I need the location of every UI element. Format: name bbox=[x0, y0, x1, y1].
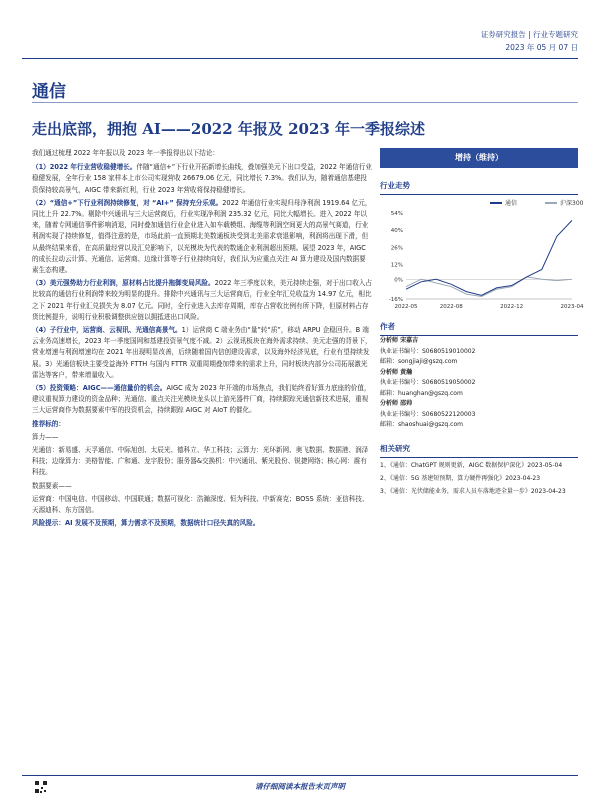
footer-divider bbox=[22, 775, 578, 776]
power-text: 光通信：新易盛、天孚通信、中际旭创、太辰光、德科立、华工科技；云算力：光环新网、奥飞数据、数据港、润泽科技；边缘算力：美格智能、广和通、龙宇股份；服务器&交换机：中兴通讯、紫光股份、锐捷网络；核心网：震有科技。 bbox=[32, 446, 369, 477]
y-tick-label: 12% bbox=[390, 262, 403, 269]
author-cert: 执业证书编号：S0680519050002 bbox=[380, 379, 476, 386]
sidebar bbox=[380, 148, 584, 497]
rating-badge: 增持（维持） bbox=[380, 148, 578, 168]
recommend-title: 推荐标的： bbox=[32, 419, 65, 428]
author-mail: 邮箱：shaoshuai@gszq.com bbox=[380, 421, 463, 428]
section-4 bbox=[32, 325, 372, 381]
industry-divider bbox=[32, 102, 578, 103]
related-item[interactable]: 3、《通信：光伏储能业务，需求人员车落地迹全量一步》2023-04-23 bbox=[380, 487, 566, 495]
section-2-head: （2）“通信+”下行业利润持续修复，对 “AI+” 保持充分乐观。 bbox=[32, 198, 223, 207]
summary-column bbox=[32, 148, 372, 532]
section-5-body: AIGC 成为 2023 年开端的市场焦点，我们始终看好算力底座的价值，建议重视算力建设的资金品种；光通信、重点关注光模块龙头以上游光器件厂商，持续跟踪光通信新技术进展，重视三大运营商作为数据要素中军的投资机会，持续跟踪 AIGC 对 AIoT 的催化。 bbox=[32, 384, 371, 415]
author-name: 分析师 宋嘉吉 bbox=[380, 337, 419, 344]
legend-a: 通信 bbox=[505, 200, 518, 207]
section-2-body: 2022 年通信行业实现归母净利润 1919.64 亿元，同比上升 22.7%。剔除中兴通讯与三大运营商后，行业实现净利润 235.32 亿元，同比大幅增长。进入 2022 年以来，随着专网通信事件影响消退，同时叠加通信行业企业进入如车载模组、海缆等利润空间更大的高景气赛道，行业利润实现了持续修复，值得注意的是，市场此前一直预期北美数通板块受到北美需求衰退影响，利润将出现下滑，但从最终结果来看，在高质量经营以及汇兑影响下，以光模块为代表的数通企业利润超出预期。展望 2023 年，AIGC 的成长拉动云计算、光通信、运营商、边缘计算等子行业持续向好，我们认为应重点关注 AI 算力建设及国内数据要素生态构建。 bbox=[32, 198, 372, 275]
risk-text: 风险提示：AI 发展不及预期，算力需求不及预期，数据统计口径失真的风险。 bbox=[32, 519, 260, 528]
y-tick-label: 40% bbox=[390, 228, 403, 235]
legend-b: 沪深300 bbox=[560, 200, 584, 207]
author-name: 分析师 邵帅 bbox=[380, 400, 413, 407]
related-list bbox=[380, 460, 578, 497]
trend-chart bbox=[380, 195, 584, 315]
section-5 bbox=[32, 383, 372, 417]
section-2 bbox=[32, 198, 372, 276]
section-3-head: （3）美元强势助力行业利润，原材料占比提升拖御变局风险。 bbox=[32, 279, 215, 288]
intro-text: 我们通过梳理 2022 年年报以及 2023 年一季报得出以下结论： bbox=[32, 149, 220, 157]
related-item[interactable]: 2、《通信：5G 基建短预期，算力硬件再强化》2023-04-23 bbox=[380, 474, 541, 482]
author-mail: 邮箱：huanghan@gszq.com bbox=[380, 389, 463, 397]
series-line-telecom bbox=[406, 220, 572, 295]
section-3-body: 2022 年三季度以来，美元持续走强，对于出口收入占比较高的通信行业利润带来较为明显的提升。排除中兴通讯与三大运营商后，行业全年汇兑收益为 14.97 亿元，相比之下 2021 年行业汇兑损失为 8.07 亿元。同时，全行业进入去库存周期，库存占营收比例有所下降，但原材料占存货比例提升，说明行业积极调整供应链以拥抵进出口风险。 bbox=[32, 279, 372, 321]
section-3 bbox=[32, 278, 372, 323]
trend-title: 行业走势 bbox=[380, 180, 578, 195]
section-1-body: 伴随“通信+”下行业开拓新增长曲线，叠加强美元下出口受益，2022 年通信行业稳健发展，全年行业 158 家样本上市公司实现营收 26679.06 亿元，同比增长 7.3%。我们认为，随着通信基建投资保持较高景气，AIGC 带来新红利，行业 2023 年营收将保持稳健增长。 bbox=[32, 163, 373, 194]
y-tick-label: 0% bbox=[394, 277, 403, 284]
related-item[interactable]: 1、《通信：ChatGPT 规则更新，AIGC 数据保护深化》2023-05-04 bbox=[380, 461, 563, 469]
author-mail: 邮箱：songjiaji@gszq.com bbox=[380, 358, 458, 365]
x-tick-label: 2023-04 bbox=[560, 304, 584, 310]
related-title: 相关研究 bbox=[380, 443, 578, 458]
author-cert: 执业证书编号：S0680519010002 bbox=[380, 347, 476, 355]
x-tick-label: 2022-08 bbox=[439, 304, 463, 310]
section-4-head: （4）子行业中，运营商、云视讯、光通信高景气。 bbox=[32, 326, 182, 335]
y-tick-label: -16% bbox=[388, 297, 403, 303]
data-text: 运营商：中国电信、中国移动、中国联通；数据可视化：浩瀚深度、恒为科技、中新赛克；BOSS 系统：亚信科技、天源迪科、东方国信。 bbox=[32, 494, 369, 515]
report-header bbox=[481, 28, 578, 54]
report-type: 证券研究报告 | 行业专题研究 bbox=[480, 30, 578, 39]
section-4-body: 1）运营商 C 端业务由“量”转“质”，移动 ARPU 企稳回升。B 端云业务高速增长，2023 年一季度国网和基建投资景气度不减。2）云视讯板块在海外需求持续、美元走强的背景下，营业增速与利润增速均在 2021 年出现明显改善，后续随着国内信创建设需求，以及海外经济见底，行业有望持续发展。3）光通信板块主要受益海外 FTTH 与国内 FTTR 双重周期叠加带来的需求上升，同时板块内部分公司拓展激光雷达等客户，带来增量收入。 bbox=[32, 326, 372, 379]
data-label: 数据要素—— bbox=[32, 481, 72, 490]
industry-name: 通信 bbox=[32, 82, 66, 102]
x-tick-label: 2022-05 bbox=[394, 304, 418, 310]
author-cert: 执业证书编号：S0680522120003 bbox=[380, 410, 476, 418]
header-divider bbox=[22, 58, 578, 59]
report-title: 走出底部，拥抱 AI——2022 年报及 2023 年一季报综述 bbox=[32, 120, 426, 138]
section-1 bbox=[32, 162, 372, 196]
report-date: 2023 年 05 月 07 日 bbox=[505, 43, 578, 52]
authors-title: 作者 bbox=[380, 321, 578, 336]
y-tick-label: 54% bbox=[390, 211, 403, 217]
section-1-head: （1）2022 年行业营收稳健增长。 bbox=[32, 163, 137, 172]
footer-disclaimer: 请仔细阅读本报告末页声明 bbox=[255, 782, 345, 791]
y-tick-label: 26% bbox=[390, 245, 403, 252]
authors-list bbox=[380, 336, 578, 431]
author-name: 分析师 黄瀚 bbox=[380, 368, 413, 376]
power-label: 算力—— bbox=[32, 432, 59, 441]
section-5-head: （5）投资策略：AIGC——通信量价的机会。 bbox=[32, 384, 167, 393]
x-tick-label: 2022-12 bbox=[500, 304, 524, 310]
